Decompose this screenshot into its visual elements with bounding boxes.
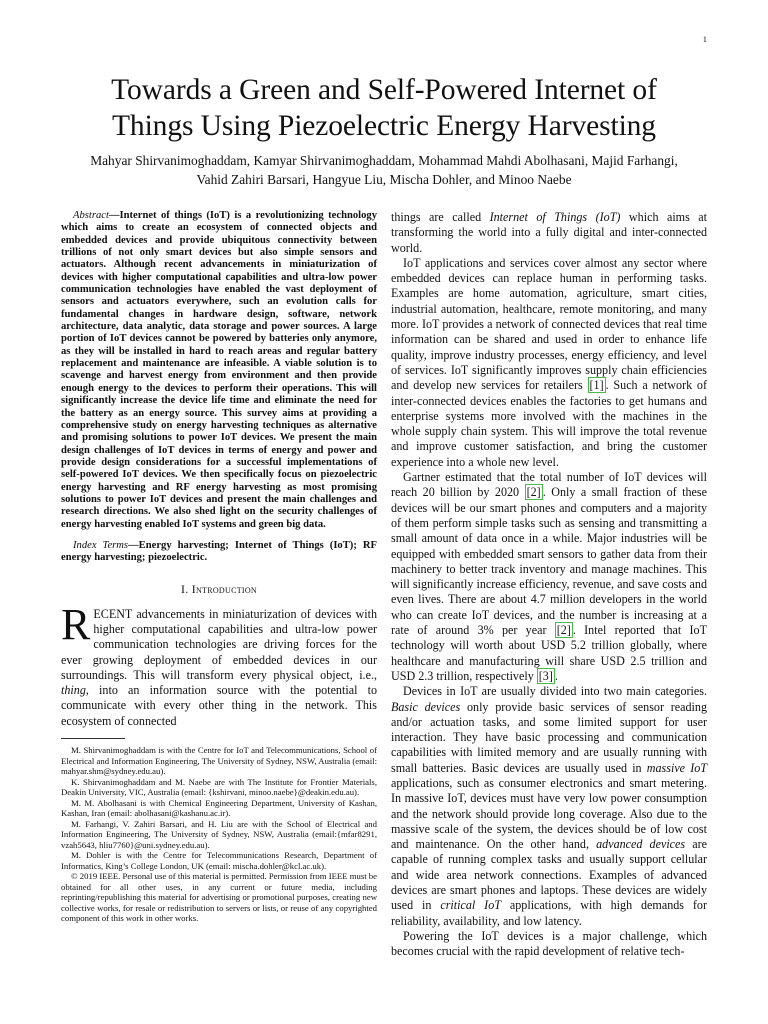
paper-title	[40, 72, 728, 144]
right-column	[391, 210, 707, 960]
text-run: . Only a small fraction of these devices will be our smart phones and computers and a majority of them perform simple tasks such as sensing and transmitting a small amount of data once in a while. Major industries will be equipped with embedded smart sensors to gather data from their machinery to better track inventory and manage machines. This will significantly increase efficiency, revenue, and save costs and even lives. There are about 4.7 million developers in the world who can create IoT devices, and the number is increasing at a rate of around 3% per year	[391, 485, 707, 638]
text-run: IoT applications and services cover almost any sector where embedded devices can replace human in performing tasks. Examples are home automation, agriculture, smart cities, industrial automation, healthcare, remote monitoring, and many more. IoT provides a network of connected devices that real time information can be shared and used in order to enhance life quality, improve industry processes, energy efficiency, and level of services. IoT significantly improves supply chain efficiencies and develop new services for retailers	[391, 255, 707, 393]
paragraph-applications	[391, 256, 707, 470]
intro-text: ECENT advancements in miniaturization of devices with higher computational capabilities and ultra-low power communication technologies are driving forces for the ever growing deployment of embedded devices in our surroundings. This will transform every physical object, i.e.,	[61, 606, 377, 682]
title-line-1: Towards a Green and Self-Powered Internet of	[111, 74, 657, 106]
abstract-label: Abstract	[73, 210, 109, 221]
text-run: only provide basic services of sensor reading and/or actuation tasks, and some limited support for user interaction. They have basic processing and communication capabilities with limited memory and are usually running with small batteries. Basic devices are usually used in	[391, 699, 707, 775]
citation-link[interactable]: [2]	[526, 485, 541, 500]
left-column	[61, 210, 377, 924]
intro-text-end: , into an information source with the potential to communicate with every other thing in the network. This ecosystem of connected	[61, 683, 377, 728]
text-run: applications, such as consumer electronics and smart metering. In massive IoT, devices must have very low power consumption and the network should provide long coverage. Also due to the massive scale of the system, the devices should be of low cost and maintenance. On the other hand,	[391, 775, 707, 852]
footnotes	[61, 745, 377, 924]
emphasis-massive-iot: massive IoT	[646, 760, 707, 775]
abstract	[61, 210, 377, 531]
authors-line-1: Mahyar Shirvanimoghaddam, Kamyar Shirvanimoghaddam, Mohammad Mahdi Abolhasani, Majid Farhangi,	[90, 153, 678, 168]
index-terms-dash: —	[128, 539, 139, 551]
paragraph-powering: Powering the IoT devices is a major challenge, which becomes crucial with the rapid development of relative tech-	[391, 928, 707, 959]
page-number: 1	[702, 34, 707, 44]
footnote: M. Dohler is with the Centre for Telecommunications Research, Department of Informatics, King’s College London, UK (email: mischa.dohler@kcl.ac.uk).	[61, 850, 377, 871]
paragraph-gartner	[391, 470, 707, 684]
section-heading-introduction: I. Introduction	[180, 581, 258, 596]
paragraph-device-categories	[391, 684, 707, 929]
footnote: M. M. Abolhasani is with Chemical Engineering Department, University of Kashan, Kashan, Iran (email: abolhasani@kashanu.ac.ir).	[61, 797, 377, 818]
intro-paragraph	[61, 599, 377, 729]
emphasis-iot: Internet of Things (IoT)	[489, 210, 621, 224]
text-run: things are called	[391, 210, 490, 224]
citation-link[interactable]: [3]	[538, 668, 553, 683]
paragraph-iot-definition	[391, 210, 707, 256]
text-run: . Intel reported that IoT technology will worth about USD 5.2 trillion globally, where healthcare and manufacturing will share USD 2.5 trillion and USD 2.3 trillion, respectively	[391, 623, 707, 683]
text-run: which aims at transforming the world into a fully digital and inter-connected world.	[391, 210, 707, 255]
emphasis-basic-devices: Basic devices	[391, 699, 461, 714]
copyright-notice: © 2019 IEEE. Personal use of this material is permitted. Permission from IEEE must be obtained for all other uses, in any current or future media, including reprinting/republishing this material for advertising or promotional purposes, creating new collective works, for resale or redistribution to servers or lists, or reuse of any copyrighted component of this work in other works.	[61, 871, 377, 923]
text-run: Devices in IoT are usually divided into two main categories.	[403, 684, 707, 699]
abstract-text: Internet of things (IoT) is a revolutionizing technology which aims to create an ecosystem of connected objects and embedded devices and provide ubiquitous connectivity between trillions of not only smart devices but also simple sensors and actuators. Although recent advancements in miniaturization of devices with higher computational capabilities and ultra-low power communication technologies have enabled the vast deployment of sensors and actuators everywhere, such an evolution calls for fundamental changes in hardware design, software, network architecture, data analytic, data storage and power sources. A large portion of IoT devices cannot be powered by batteries only anymore, as they will be installed in hard to reach areas and regular battery replacement and maintenance are infeasible. A viable solution is to scavenge and harvest energy from environment and then provide enough energy to the devices to perform their operations. This will significantly increase the device life time and eliminate the need for the battery as an energy source. This survey aims at providing a comprehensive study on energy harvesting techniques as alternative and promising solutions to power IoT devices. We present the main design challenges of IoT devices in terms of energy and power and provide design considerations for a successful implementations of self-powered IoT devices. We then specifically focus on piezoelectric energy harvesting and RF energy harvesting as most promising solutions to power IoT devices and present the main challenges and research directions. We also shed light on the security challenges of energy harvesting enabled IoT systems and green big data.	[61, 210, 377, 530]
text-run: are capable of running complex tasks and usually support cellular and wide area network connections. Examples of advanced devices are smart phones and laptops. These devices are widely used in	[391, 837, 707, 913]
text-run: applications, with high demands for reliability, availability, and low latency.	[391, 898, 707, 928]
authors-line-2: Vahid Zahiri Barsari, Hangyue Liu, Mischa Dohler, and Minoo Naebe	[196, 172, 572, 187]
citation-link[interactable]: [1]	[589, 378, 604, 393]
abstract-dash: —	[108, 210, 120, 221]
index-terms-label: Index Terms	[73, 539, 129, 551]
footnote: M. Shirvanimoghaddam is with the Centre for IoT and Telecommunications, School of Electrical and Information Engineering, The University of Sydney, NSW, Australia (email: mahyar.shm@sydney.edu.au).	[61, 745, 377, 776]
footnote: M. Farhangi, V. Zahiri Barsari, and H. Liu are with the School of Electrical and Information Engineering, The University of Sydney, NSW, Australia (email:{mfar8291, vzah5643, hliu7760}@uni.sydney.edu.au).	[61, 818, 377, 850]
citation-link[interactable]: [2]	[556, 623, 571, 638]
drop-cap: R	[61, 599, 91, 649]
index-terms-text: Energy harvesting; Internet of Things (IoT); RF energy harvesting; piezoelectric.	[61, 539, 377, 564]
author-list	[40, 151, 728, 189]
footnote-rule	[61, 738, 125, 739]
text-run: . Such a network of inter-connected devices enables the factories to get humans and enterprise systems more involved with the machines in the whole supply chain system. This will improve the total revenue and improve customer satisfaction, and bring the customer experience into a whole new level.	[391, 378, 707, 469]
intro-emphasis-thing: thing	[61, 683, 86, 698]
emphasis-advanced-devices: advanced devices	[596, 837, 686, 852]
footnote: K. Shirvanimoghaddam and M. Naebe are with The Institute for Frontier Materials, Deakin University, VIC, Australia (email: {kshirvani, minoo.naebe}@deakin.edu.au).	[61, 776, 377, 797]
text-run: .	[554, 668, 558, 683]
emphasis-critical-iot: critical IoT	[440, 898, 501, 913]
title-line-2: Things Using Piezoelectric Energy Harvesting	[112, 110, 656, 142]
text-run: Gartner estimated that the total number of IoT devices will reach 20 billion by 2020	[391, 470, 707, 500]
index-terms	[61, 540, 377, 565]
